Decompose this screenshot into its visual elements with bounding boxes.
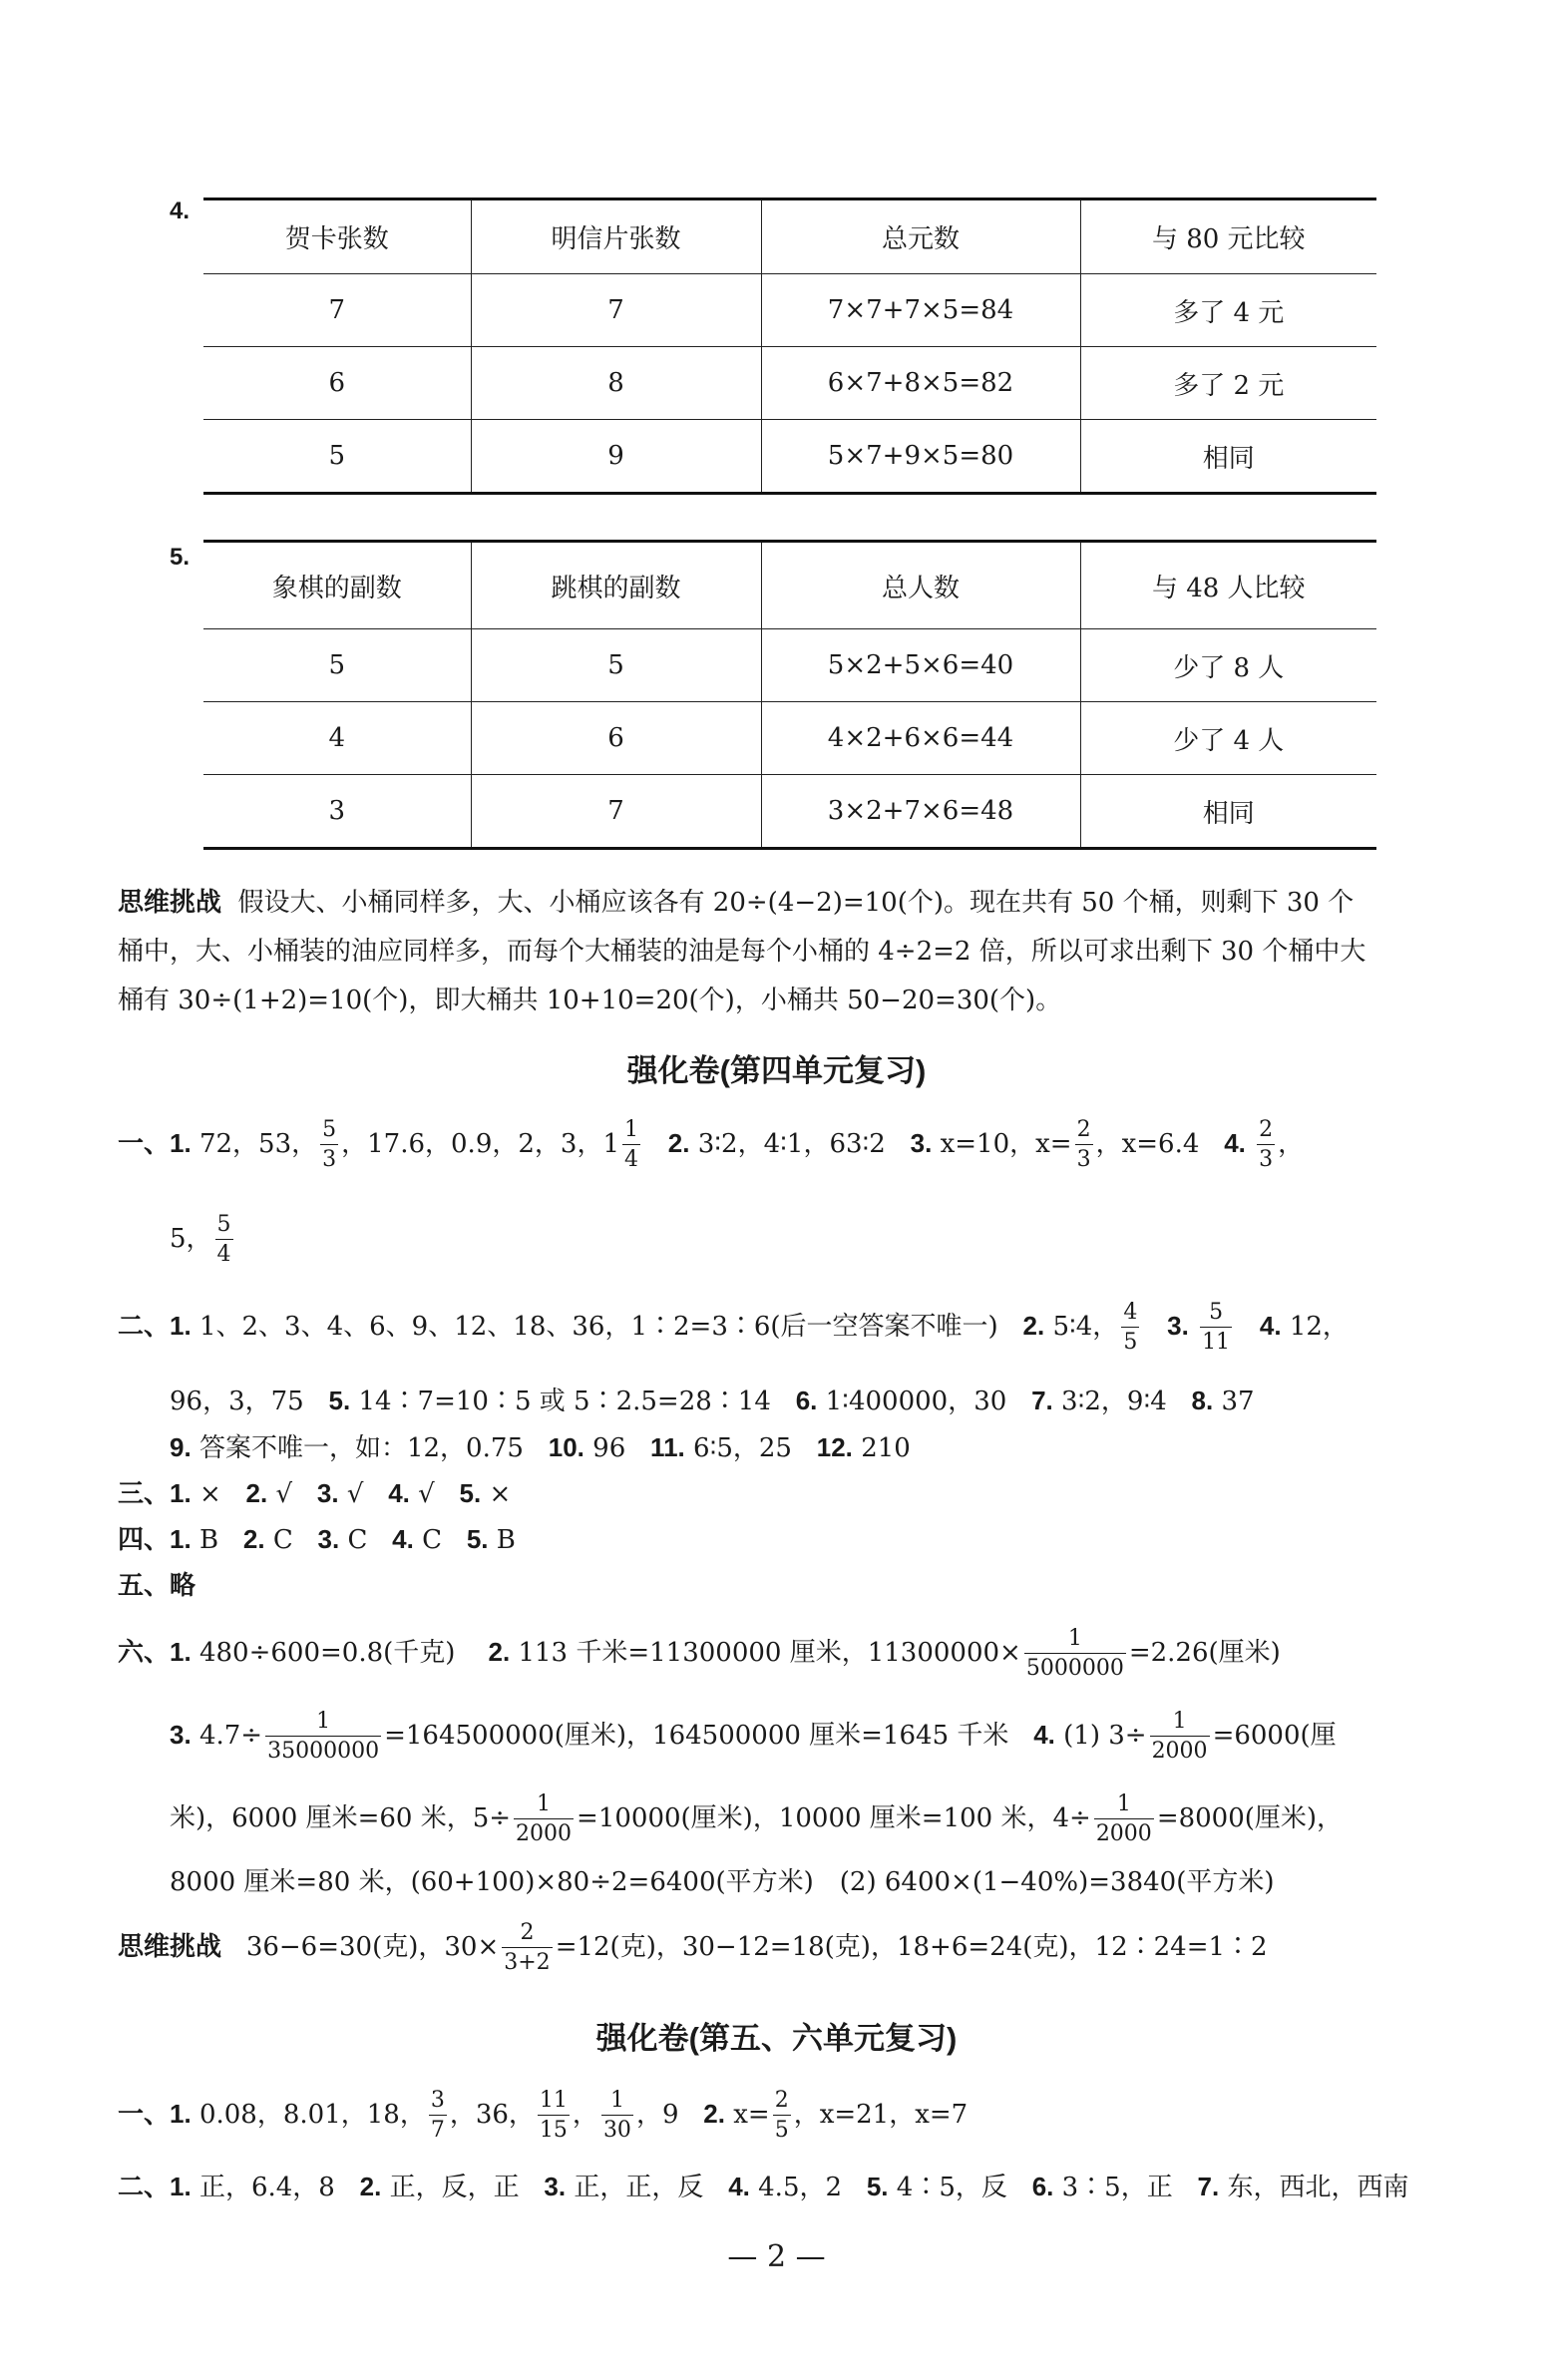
item-number: 7. — [1197, 2172, 1220, 2201]
item-number: 2. — [359, 2172, 382, 2201]
answer-text: × — [198, 1479, 221, 1509]
table-cell: 4 — [328, 723, 346, 753]
item-number: 4. — [1033, 1719, 1055, 1750]
table-row — [203, 629, 1376, 702]
answer-line — [118, 1920, 1268, 1976]
answer-line — [118, 1300, 1349, 1356]
item-number: 2. — [245, 1478, 268, 1508]
item-number: 11. — [650, 1432, 685, 1462]
fraction: $\frac{3}{7}$ — [430, 2088, 445, 2144]
challenge-text: 假设大、小桶同样多，大、小桶应该各有 20÷(4−2)=10(个)。现在共有 50 个桶，则剩下 30 个桶中，大、小桶装的油应同样多，而每个大桶装的油是每个小桶的 4÷2=2 倍，所以可求出剩下 30 个桶中大桶有 30÷(1+2)=10(个)，即大桶共 10+10=20(个)，小桶共 50−20=30(个)。 — [118, 888, 1366, 1015]
item-number: 5. — [466, 1524, 489, 1554]
item-number: 4. — [392, 1524, 414, 1554]
answer-text: 米)，6000 厘米=60 米，5÷ — [170, 1802, 512, 1833]
item-number: 2. — [703, 2098, 725, 2129]
answer-text: 113 千米=11300000 厘米，11300000× — [518, 1637, 1021, 1668]
answer-text: 答案不唯一，如：12，0.75 — [198, 1433, 524, 1463]
fraction: $\frac{1}{4}$ — [624, 1117, 638, 1173]
header-cell: 与 48 人比较 — [1080, 542, 1376, 629]
item-number: 6. — [1031, 2172, 1054, 2201]
item-number: 3. — [170, 1719, 192, 1750]
item-number: 8. — [1191, 1386, 1214, 1415]
answer-line — [170, 1427, 911, 1464]
item-number: 4. — [388, 1478, 410, 1508]
answer-text: 东，西北，西南 — [1227, 2173, 1409, 2202]
answer-line — [118, 1519, 516, 1556]
answer-text: ，17.6，0.9，2，3，1 — [341, 1128, 619, 1159]
answer-text: x= — [733, 2099, 770, 2130]
answer-line — [170, 1212, 236, 1268]
fraction: $\frac{2}{3}$ — [1259, 1117, 1274, 1173]
item-number: 二、1. — [118, 2172, 192, 2201]
answer-text: C — [422, 1525, 443, 1555]
answer-line — [118, 1473, 511, 1510]
item-number: 5. — [459, 1478, 482, 1508]
table-cell: 少了 4 人 — [1080, 702, 1376, 775]
answer-text: 4∶5，反 — [896, 2173, 1007, 2202]
answer-text: C — [272, 1525, 293, 1555]
answer-text: 5， — [170, 1223, 212, 1254]
answer-text: B — [198, 1525, 219, 1555]
table-cell: 7 — [471, 274, 761, 347]
answer-text: 6∶5，25 — [693, 1433, 792, 1463]
answer-text: 正，反，正 — [389, 2173, 520, 2202]
answer-text: 1、2、3、4、6、9、12、18、36，1∶2=3∶6(后一空答案不唯一) — [198, 1311, 998, 1342]
answer-text: 37 — [1221, 1387, 1255, 1416]
item-number: 六、1. — [118, 1636, 192, 1667]
answer-text: 正，正，反 — [574, 2173, 704, 2202]
table-cell: 3×2+7×6=48 — [761, 775, 1080, 849]
header-cell: 总人数 — [761, 542, 1080, 629]
answer-text: 96，3，75 — [170, 1387, 304, 1416]
item-number: 5. — [328, 1386, 351, 1415]
item-number: 一、1. — [118, 1127, 192, 1158]
answer-text: ，x=21，x=7 — [793, 2099, 969, 2130]
item-number: 6. — [795, 1386, 818, 1415]
fraction: $\frac{5}{11}$ — [1202, 1300, 1231, 1356]
answer-text: =10000(厘米)，10000 厘米=100 米，4÷ — [577, 1802, 1091, 1833]
fraction: $\frac{5}{3}$ — [322, 1117, 337, 1173]
fraction: $\frac{1}{35000000}$ — [267, 1709, 380, 1765]
table-cell: 4×2+6×6=44 — [761, 702, 1080, 775]
answer-text: 3∶2，4∶1，63∶2 — [697, 1128, 886, 1159]
item-number: 一、1. — [118, 2098, 192, 2129]
table-row — [203, 347, 1376, 420]
answer-text: 96 — [592, 1433, 626, 1463]
fraction: $\frac{1}{2000}$ — [516, 1791, 573, 1847]
question-number-5: 5. — [170, 544, 191, 571]
item-number: 四、1. — [118, 1524, 192, 1554]
fraction: $\frac{1}{2000}$ — [1151, 1709, 1208, 1765]
table-cell: 5 — [328, 441, 346, 471]
table-cell: 7 — [471, 775, 761, 849]
fraction: $\frac{5}{4}$ — [216, 1212, 231, 1268]
item-number: 2. — [488, 1636, 511, 1667]
table-header-row — [203, 199, 1376, 274]
table-cell: 少了 8 人 — [1080, 629, 1376, 702]
answer-text: ，36， — [449, 2099, 535, 2130]
header-cell: 贺卡张数 — [284, 224, 389, 254]
item-number: 4. — [728, 2172, 750, 2201]
fraction: $\frac{1}{5000000}$ — [1025, 1626, 1124, 1682]
table-cell: 多了 4 元 — [1080, 274, 1376, 347]
table-cell: 5 — [328, 650, 346, 680]
answer-text: 1∶400000，30 — [825, 1387, 1007, 1416]
item-number: 3. — [544, 2172, 567, 2201]
table-cell: 多了 2 元 — [1080, 347, 1376, 420]
answer-text: 4.7÷ — [198, 1720, 263, 1751]
table-header-row — [203, 542, 1376, 629]
answer-line — [118, 2167, 1409, 2203]
item-number: 9. — [170, 1432, 192, 1462]
answer-text: 3∶2，9∶4 — [1061, 1387, 1167, 1416]
answer-text: √ — [418, 1479, 435, 1509]
answer-text: 0.08，8.01，18， — [198, 2099, 426, 2130]
answer-line — [170, 1791, 1343, 1847]
answer-text: √ — [275, 1479, 293, 1509]
table-q5 — [203, 540, 1376, 850]
table-cell: 7×7+7×5=84 — [761, 274, 1080, 347]
header-cell: 明信片张数 — [471, 199, 761, 274]
table-cell: 6 — [328, 368, 346, 398]
answer-line — [118, 1117, 1304, 1173]
table-cell: 相同 — [1080, 775, 1376, 849]
table-cell: 7 — [328, 295, 346, 325]
answer-line — [170, 1861, 1274, 1898]
answer-text: 14∶7=10∶5 或 5∶2.5=28∶14 — [358, 1387, 771, 1416]
answer-text: =164500000(厘米)，164500000 厘米=1645 千米 — [384, 1720, 1009, 1751]
answer-text: B — [496, 1525, 516, 1555]
answer-text: (1) 3÷ — [1063, 1720, 1147, 1751]
table-cell: 6 — [471, 702, 761, 775]
fraction: $\frac{1}{2000}$ — [1095, 1791, 1152, 1847]
item-number: 4. — [1259, 1310, 1282, 1341]
answer-line — [118, 1565, 195, 1602]
table-cell: 相同 — [1080, 420, 1376, 494]
table-cell: 8 — [471, 347, 761, 420]
answer-text: C — [347, 1525, 368, 1555]
item-number: 12. — [816, 1432, 853, 1462]
table-cell: 3 — [328, 796, 346, 826]
table-cell: 5×7+9×5=80 — [761, 420, 1080, 494]
table-cell: 6×7+8×5=82 — [761, 347, 1080, 420]
item-number: 五、略 — [118, 1570, 196, 1600]
item-number: 3. — [910, 1127, 933, 1158]
fraction: $\frac{2}{3}$ — [1076, 1117, 1091, 1173]
table-row — [203, 420, 1376, 494]
item-number: 10. — [548, 1432, 584, 1462]
question-number-4: 4. — [170, 198, 191, 224]
answer-line — [170, 1709, 1337, 1765]
item-number: 3. — [1167, 1310, 1189, 1341]
fraction: $\frac{2}{3+2}$ — [504, 1920, 551, 1976]
item-number: 3. — [317, 1524, 340, 1554]
header-cell: 跳棋的副数 — [471, 542, 761, 629]
header-cell: 与 80 元比较 — [1080, 199, 1376, 274]
answer-text: 4.5，2 — [758, 2173, 843, 2202]
section-title-unit5-6: 强化卷(第五、六单元复习) — [595, 2021, 958, 2056]
item-number: 三、1. — [118, 1478, 192, 1508]
answer-text: 3∶5，正 — [1061, 2173, 1173, 2202]
answer-text: 8000 厘米=80 米，(60+100)×80÷2=6400(平方米) (2) 6400×(1−40%)=3840(平方米) — [170, 1867, 1275, 1897]
answer-text: × — [489, 1479, 512, 1509]
table-q4 — [203, 198, 1376, 495]
answer-text: 210 — [861, 1433, 911, 1463]
item-number: 2. — [1022, 1310, 1045, 1341]
answer-text: ，9 — [635, 2099, 679, 2130]
answer-text: =6000(厘 — [1212, 1720, 1337, 1751]
challenge-label: 思维挑战 — [118, 1930, 222, 1961]
item-number: 5. — [866, 2172, 889, 2201]
answer-line — [170, 1381, 1255, 1417]
item-number: 2. — [242, 1524, 265, 1554]
answer-text: 36−6=30(克)，30× — [245, 1931, 500, 1962]
table-row — [203, 775, 1376, 849]
answer-text: 480÷600=0.8(千克) — [198, 1637, 456, 1668]
answer-text: 5∶4， — [1052, 1311, 1119, 1342]
item-number: 3. — [316, 1478, 339, 1508]
table-cell: 9 — [471, 420, 761, 494]
fraction: $\frac{1}{30}$ — [602, 2088, 631, 2144]
answer-text: √ — [346, 1479, 364, 1509]
section-title-unit4: 强化卷(第四单元复习) — [626, 1053, 927, 1088]
answer-line — [118, 1626, 1281, 1682]
item-number: 2. — [667, 1127, 690, 1158]
header-cell: 总元数 — [761, 199, 1080, 274]
answer-text: 72，53， — [198, 1128, 318, 1159]
item-number: 7. — [1031, 1386, 1053, 1415]
challenge-label: 思维挑战 — [118, 887, 222, 917]
answer-text: 正，6.4，8 — [198, 2173, 335, 2202]
answer-text: 12， — [1289, 1311, 1349, 1342]
answer-text: ，x=6.4 — [1095, 1128, 1200, 1159]
answer-text: =12(克)，30−12=18(克)，18+6=24(克)，12∶24=1∶2 — [555, 1931, 1268, 1962]
answer-text: =2.26(厘米) — [1128, 1637, 1281, 1668]
item-number: 二、1. — [118, 1310, 192, 1341]
answer-text: ， — [572, 2099, 598, 2130]
table-cell: 5×2+5×6=40 — [761, 629, 1080, 702]
answer-line — [118, 2088, 968, 2144]
fraction: $\frac{2}{5}$ — [774, 2088, 789, 2144]
fraction: $\frac{4}{5}$ — [1123, 1300, 1138, 1356]
answer-text: x=10，x= — [940, 1128, 1072, 1159]
challenge-paragraph — [118, 878, 1376, 1025]
header-cell: 象棋的副数 — [271, 573, 402, 603]
fraction: $\frac{11}{15}$ — [539, 2088, 568, 2144]
page-number: — 2 — — [727, 2239, 826, 2274]
table-row — [203, 274, 1376, 347]
answer-text: ， — [1278, 1128, 1305, 1159]
table-row — [203, 702, 1376, 775]
answer-text: =8000(厘米)， — [1156, 1802, 1344, 1833]
table-cell: 5 — [471, 629, 761, 702]
item-number: 4. — [1224, 1127, 1246, 1158]
